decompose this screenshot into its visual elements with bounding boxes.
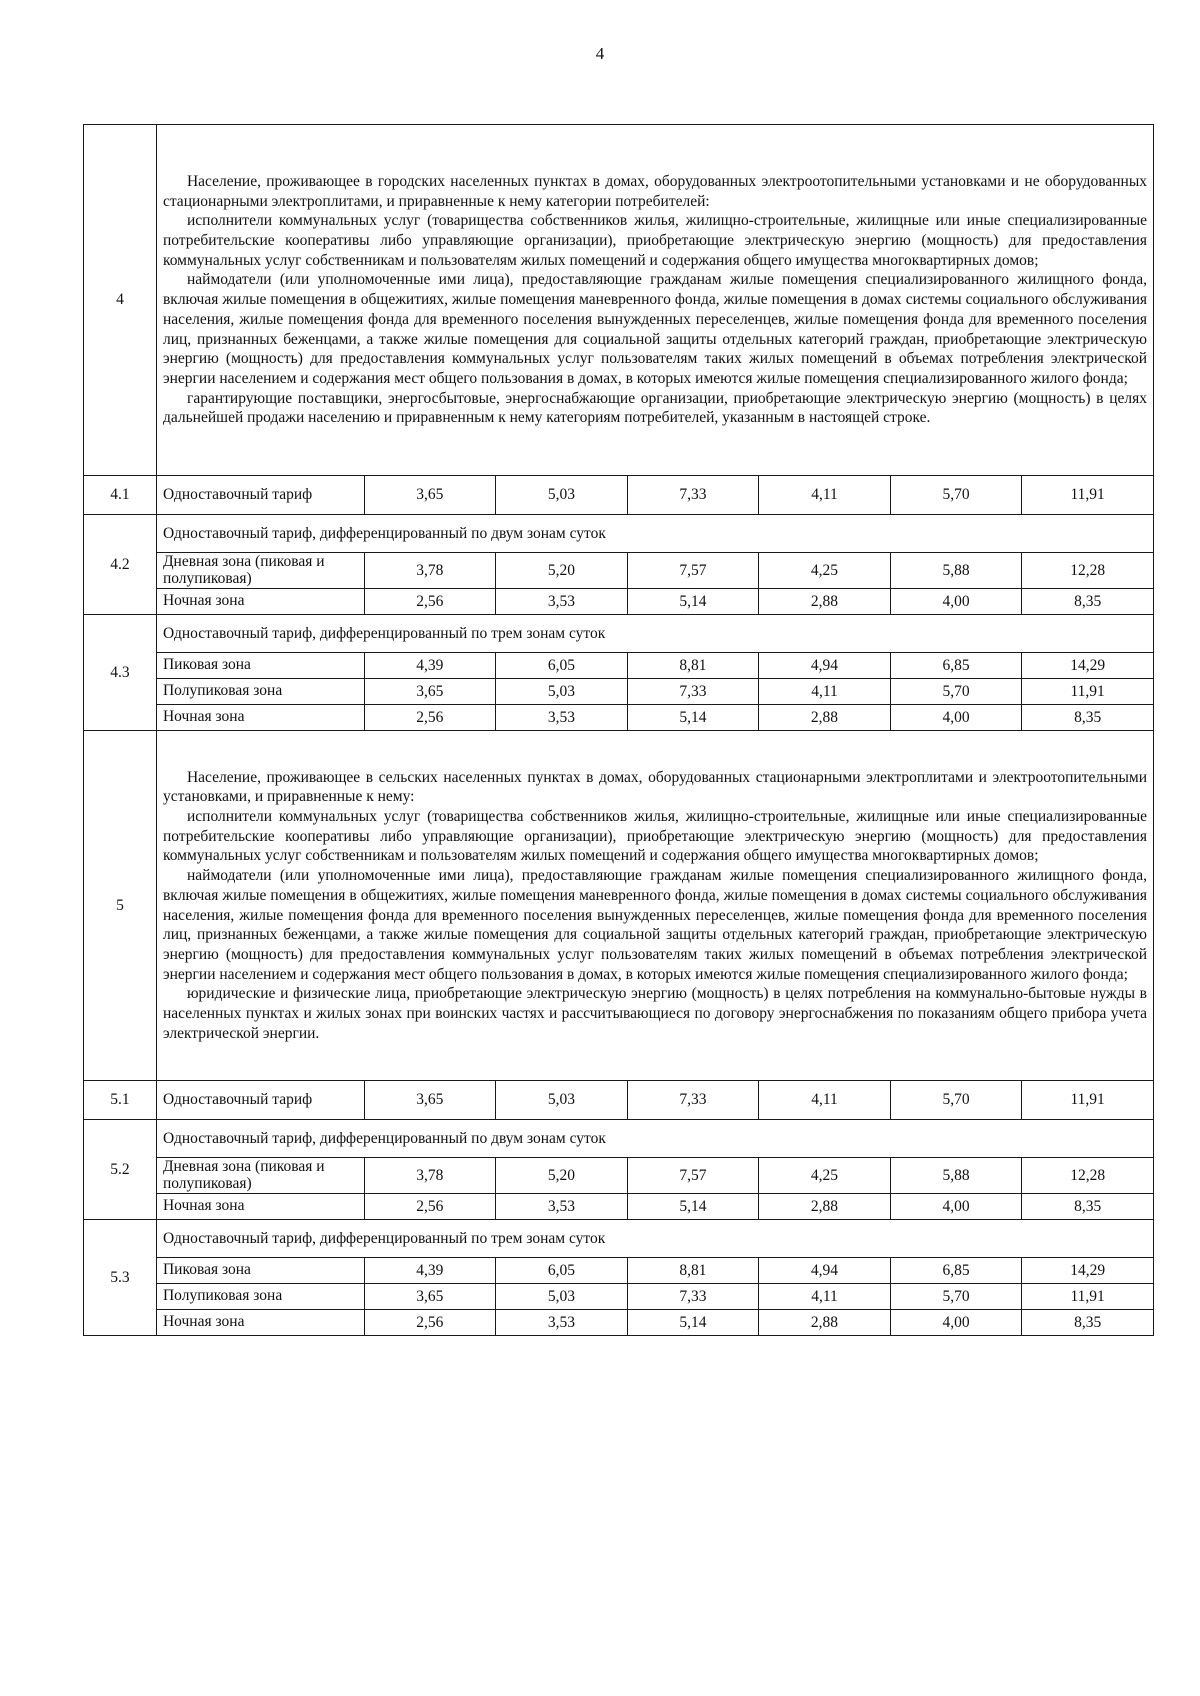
tariff-value: 5,14 [627,1310,759,1336]
description-paragraph: наймодатели (или уполномоченные ими лица), предоставляющие гражданам жилые помещения специализированного жилищного фонда, включая жилые помещения в общежитиях, жилые помещения маневренного фонда, жилые помещения в домах системы социального обслуживания населения, жилые помещения фонда для временного поселения вынужденных переселенцев, жилые помещения фонда для временного поселения лиц, признанных беженцами, а также жилые помещения для социальной защиты отдельных категорий граждан, приобретающие электрическую энергию (мощность) для предоставления коммунальных услуг пользователям таких жилых помещений в объемах потребления электрической энергии населением и содержания мест общего пользования в домах, в которых имеются жилые помещения специализированного жилого фонда; [162,867,1147,983]
zone-row [84,653,1154,679]
tariff-value: 6,85 [890,1258,1022,1284]
zone-row [84,1258,1154,1284]
tariff-value: 3,53 [496,705,628,731]
zone-row [84,589,1154,615]
tariff-value: 4,11 [759,476,891,515]
tariff-value: 14,29 [1022,1258,1154,1284]
tariff-table-body [84,125,1154,1336]
tariff-value: 2,56 [364,589,496,615]
tariff-value: 2,56 [364,705,496,731]
zone-label: Пиковая зона [156,653,364,679]
section-description-row [84,125,1154,476]
row-number: 4.1 [84,476,157,515]
tariff-value: 8,35 [1022,589,1154,615]
tariff-value: 8,81 [627,1258,759,1284]
description-paragraph: гарантирующие поставщики, энергосбытовые, энергоснабжающие организации, приобретающие электрическую энергию (мощность) в целях дальнейшей продажи населению и приравненным к нему категориям потребителей, указанным в настоящей строке. [162,389,1147,427]
tariff-value: 5,70 [890,1284,1022,1310]
tariff-value: 7,57 [627,1158,759,1194]
subsection-title: Одноставочный тариф, дифференцированный по двум зонам суток [156,1120,1153,1158]
tariff-value: 3,78 [364,553,496,589]
zone-row [84,679,1154,705]
description-paragraph: Население, проживающее в сельских населенных пунктах в домах, оборудованных стационарными электроплитами и электроотопительными установками, и приравненные к нему: [162,768,1147,806]
tariff-value: 5,14 [627,705,759,731]
tariff-value: 2,56 [364,1310,496,1336]
tariff-value: 2,88 [759,1194,891,1220]
section-description [156,125,1153,476]
row-number: 5.3 [84,1220,157,1336]
tariff-value: 14,29 [1022,653,1154,679]
subsection-title: Одноставочный тариф, дифференцированный по двум зонам суток [156,515,1153,553]
tariff-value: 12,28 [1022,1158,1154,1194]
tariff-value: 5,70 [890,1081,1022,1120]
zone-label: Ночная зона [156,1194,364,1220]
tariff-value: 3,65 [364,679,496,705]
tariff-value: 11,91 [1022,1081,1154,1120]
tariff-value: 3,53 [496,1310,628,1336]
tariff-value: 2,88 [759,589,891,615]
tariff-value: 5,88 [890,1158,1022,1194]
tariff-value: 11,91 [1022,679,1154,705]
tariff-value: 4,00 [890,1310,1022,1336]
tariff-value: 3,78 [364,1158,496,1194]
zone-label: Полупиковая зона [156,679,364,705]
single-rate-row [84,1081,1154,1120]
tariff-value: 3,65 [364,1284,496,1310]
tariff-value: 5,20 [496,1158,628,1194]
subsection-title: Одноставочный тариф, дифференцированный по трем зонам суток [156,1220,1153,1258]
tariff-value: 4,39 [364,1258,496,1284]
tariff-value: 5,03 [496,1284,628,1310]
tariff-value: 4,25 [759,553,891,589]
tariff-value: 4,00 [890,1194,1022,1220]
zone-label: Полупиковая зона [156,1284,364,1310]
zone-row [84,1194,1154,1220]
tariff-value: 5,03 [496,679,628,705]
single-rate-row [84,476,1154,515]
tariff-value: 4,94 [759,653,891,679]
tariff-value: 2,56 [364,1194,496,1220]
page-number: 4 [595,44,605,63]
tariff-value: 4,94 [759,1258,891,1284]
tariff-value: 8,35 [1022,1194,1154,1220]
three-zone-title-row [84,1220,1154,1258]
tariff-value: 7,57 [627,553,759,589]
two-zone-title-row [84,515,1154,553]
subsection-title: Одноставочный тариф, дифференцированный по трем зонам суток [156,615,1153,653]
tariff-value: 8,35 [1022,1310,1154,1336]
tariff-value: 5,14 [627,589,759,615]
tariff-value: 3,65 [364,1081,496,1120]
row-number: 4.3 [84,615,157,731]
zone-row [84,553,1154,589]
three-zone-title-row [84,615,1154,653]
zone-label: Ночная зона [156,589,364,615]
zone-row [84,1158,1154,1194]
tariff-label: Одноставочный тариф [156,1081,364,1120]
tariff-value: 8,81 [627,653,759,679]
tariff-value: 4,11 [759,1284,891,1310]
tariff-value: 6,85 [890,653,1022,679]
tariff-value: 6,05 [496,1258,628,1284]
tariff-value: 11,91 [1022,1284,1154,1310]
row-number: 4.2 [84,515,157,615]
tariff-value: 11,91 [1022,476,1154,515]
tariff-value: 7,33 [627,1081,759,1120]
zone-label: Дневная зона (пиковая и полупиковая) [156,1158,364,1194]
description-paragraph: исполнители коммунальных услуг (товарищества собственников жилья, жилищно-строительные, жилищные или иные специализированные потребительские кооперативы либо управляющие организации), приобретающие электрическую энергию (мощность) для предоставления коммунальных услуг собственникам и пользователям жилых помещений и содержания общего имущества многоквартирных домов; [162,212,1147,269]
zone-row [84,1310,1154,1336]
zone-label: Дневная зона (пиковая и полупиковая) [156,553,364,589]
section-number: 5 [84,731,157,1081]
tariff-value: 12,28 [1022,553,1154,589]
row-number: 5.2 [84,1120,157,1220]
tariff-value: 4,25 [759,1158,891,1194]
tariff-value: 8,35 [1022,705,1154,731]
zone-label: Пиковая зона [156,1258,364,1284]
tariff-value: 3,65 [364,476,496,515]
tariff-value: 5,88 [890,553,1022,589]
tariff-value: 5,14 [627,1194,759,1220]
tariff-table [83,124,1154,1336]
tariff-value: 5,03 [496,1081,628,1120]
tariff-value: 5,70 [890,476,1022,515]
tariff-value: 7,33 [627,476,759,515]
tariff-value: 7,33 [627,1284,759,1310]
row-number: 5.1 [84,1081,157,1120]
section-description [156,731,1153,1081]
two-zone-title-row [84,1120,1154,1158]
tariff-value: 4,39 [364,653,496,679]
description-paragraph: Население, проживающее в городских населенных пунктах в домах, оборудованных электроотопительными установками и не оборудованных стационарными электроплитами, и приравненные к нему категории потребителей: [162,173,1147,210]
zone-label: Ночная зона [156,705,364,731]
tariff-value: 5,03 [496,476,628,515]
tariff-value: 7,33 [627,679,759,705]
section-number: 4 [84,125,157,476]
tariff-value: 4,00 [890,589,1022,615]
tariff-value: 3,53 [496,589,628,615]
tariff-value: 4,11 [759,1081,891,1120]
zone-row [84,1284,1154,1310]
section-description-row [84,731,1154,1081]
tariff-value: 3,53 [496,1194,628,1220]
zone-row [84,705,1154,731]
tariff-value: 2,88 [759,1310,891,1336]
tariff-label: Одноставочный тариф [156,476,364,515]
tariff-value: 2,88 [759,705,891,731]
tariff-value: 5,20 [496,553,628,589]
tariff-value: 5,70 [890,679,1022,705]
description-paragraph: исполнители коммунальных услуг (товарищества собственников жилья, жилищно-строительные, жилищные или иные специализированные потребительские кооперативы либо управляющие организации), приобретающие электрическую энергию (мощность) для предоставления коммунальных услуг собственникам и пользователям жилых помещений и содержания общего имущества многоквартирных домов; [162,808,1147,865]
zone-label: Ночная зона [156,1310,364,1336]
tariff-value: 6,05 [496,653,628,679]
description-paragraph: юридические и физические лица, приобретающие электрическую энергию (мощность) в целях потребления на коммунально-бытовые нужды в населенных пунктах и жилых зонах при воинских частях и рассчитывающиеся по договору энергоснабжения по показаниям общего прибора учета электрической энергии. [162,985,1147,1042]
tariff-value: 4,11 [759,679,891,705]
description-paragraph: наймодатели (или уполномоченные ими лица), предоставляющие гражданам жилые помещения специализированного жилищного фонда, включая жилые помещения в общежитиях, жилые помещения маневренного фонда, жилые помещения в домах системы социального обслуживания населения, жилые помещения фонда для временного поселения вынужденных переселенцев, жилые помещения фонда для временного поселения лиц, признанных беженцами, а также жилые помещения для социальной защиты отдельных категорий граждан, приобретающие электрическую энергию (мощность) для предоставления коммунальных услуг пользователям таких жилых помещений в объемах потребления электрической энергии населением и содержания мест общего пользования в домах, в которых имеются жилые помещения специализированного жилого фонда; [162,271,1147,387]
tariff-value: 4,00 [890,705,1022,731]
